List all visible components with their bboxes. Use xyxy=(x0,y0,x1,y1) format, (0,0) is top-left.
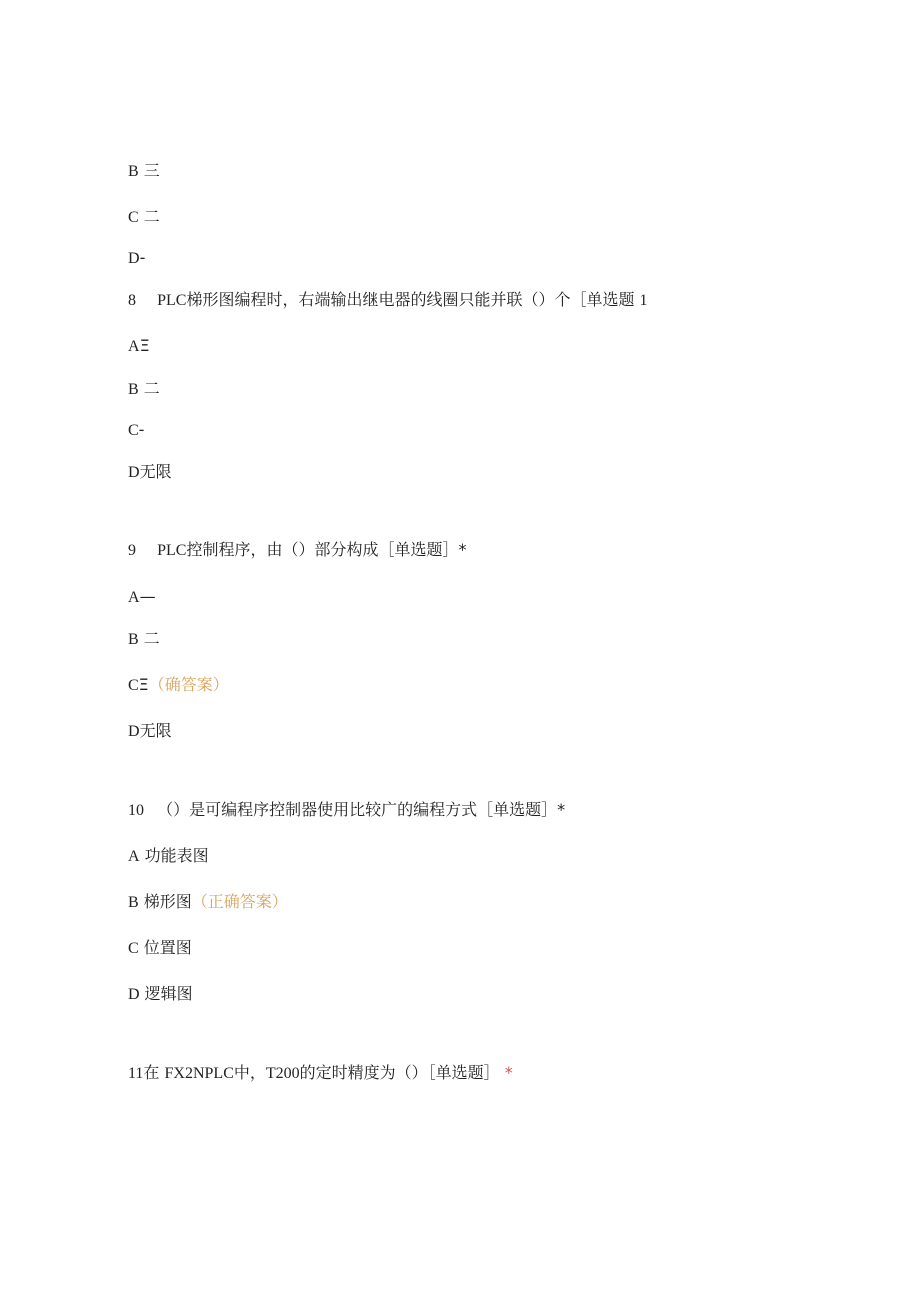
question-11-title xyxy=(128,1063,513,1084)
option-letter: A xyxy=(128,589,140,606)
option-letter: A xyxy=(128,848,140,865)
q9-option-c[interactable] xyxy=(128,675,229,696)
option-text: - xyxy=(139,248,146,267)
question-text-part: 中， xyxy=(233,1063,266,1082)
option-text: 位置图 xyxy=(143,938,192,957)
question-9-title xyxy=(128,540,466,561)
option-text: 梯形图 xyxy=(143,892,192,911)
option-letter: D xyxy=(128,250,140,267)
option-letter: C xyxy=(128,677,139,694)
question-prefix: PLC xyxy=(157,542,187,559)
q8-option-b[interactable] xyxy=(128,379,160,400)
option-letter: B xyxy=(128,894,139,911)
q10-option-a[interactable] xyxy=(128,846,209,867)
q10-option-c[interactable] xyxy=(128,938,192,959)
q8-option-a[interactable] xyxy=(128,336,150,357)
option-letter: C xyxy=(128,422,139,439)
option-text: 三 xyxy=(143,161,160,180)
question-number: 11 xyxy=(128,1065,144,1082)
option-text: - xyxy=(138,420,145,439)
question-10-title xyxy=(128,800,565,821)
option-letter: D xyxy=(128,723,140,740)
q10-option-b[interactable] xyxy=(128,892,288,913)
option-letter: A xyxy=(128,338,140,355)
option-text: — xyxy=(139,587,156,606)
question-8-title xyxy=(128,290,648,311)
question-tail: 1 xyxy=(639,292,648,309)
option-text: 无限 xyxy=(139,721,172,740)
option-text: 二 xyxy=(143,629,160,648)
option-letter: B xyxy=(128,631,139,648)
option-text: Ξ xyxy=(138,675,149,694)
q9-option-a[interactable] xyxy=(128,587,156,608)
option-letter: C xyxy=(128,940,139,957)
option-text: 无限 xyxy=(139,462,172,481)
q9-option-d[interactable] xyxy=(128,721,172,742)
question-text: （）是可编程序控制器使用比较广的编程方式［单选题］* xyxy=(157,800,566,819)
question-text-part: T200 xyxy=(265,1065,300,1082)
option-letter: B xyxy=(128,381,139,398)
question-number: 10 xyxy=(128,802,144,819)
correct-answer-label: （正确答案） xyxy=(191,892,288,911)
option-letter: D xyxy=(128,986,140,1003)
question-number: 9 xyxy=(128,542,136,559)
option-text: 功能表图 xyxy=(144,846,209,865)
option-text: Ξ xyxy=(139,336,150,355)
option-d[interactable] xyxy=(128,248,145,269)
option-b[interactable] xyxy=(128,161,160,182)
correct-answer-label: （确答案） xyxy=(148,675,229,694)
question-text: 梯形图编程时，右端输出继电器的线圈只能并联（）个［单选题 xyxy=(186,290,635,309)
question-prefix: PLC xyxy=(157,292,187,309)
question-text-part: FX2NPLC xyxy=(164,1065,234,1082)
question-text-part: 的定时精度为（）［单选题］ xyxy=(299,1063,500,1082)
option-text: 二 xyxy=(143,379,160,398)
q8-option-c[interactable] xyxy=(128,420,144,441)
question-text: 控制程序，由（）部分构成［单选题］* xyxy=(186,540,467,559)
option-text: 逻辑图 xyxy=(144,984,193,1003)
question-number: 8 xyxy=(128,292,136,309)
option-text: 二 xyxy=(143,207,160,226)
option-c[interactable] xyxy=(128,207,160,228)
q10-option-d[interactable] xyxy=(128,984,193,1005)
q8-option-d[interactable] xyxy=(128,462,172,483)
option-letter: D xyxy=(128,464,140,481)
question-text-part: 在 xyxy=(143,1063,160,1082)
required-mark: * xyxy=(504,1063,513,1082)
option-letter: B xyxy=(128,163,139,180)
option-letter: C xyxy=(128,209,139,226)
q9-option-b[interactable] xyxy=(128,629,160,650)
